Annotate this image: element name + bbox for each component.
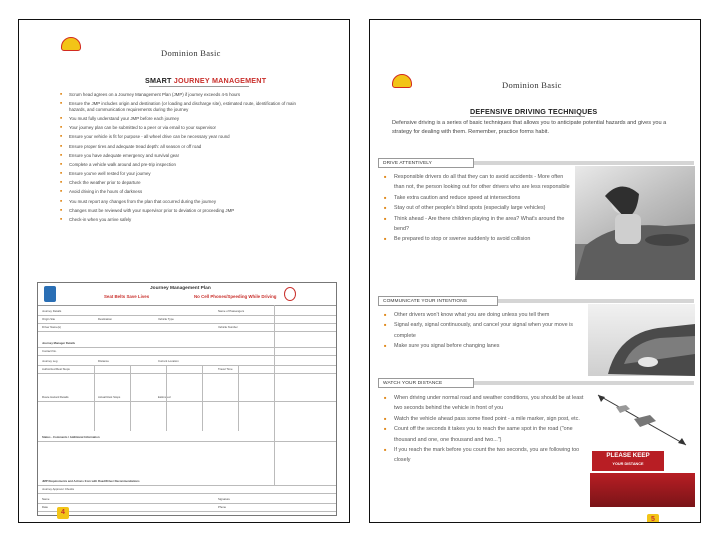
section-heading-communicate: COMMUNICATE YOUR INTENTIONS: [378, 296, 498, 306]
keep-line-1: PLEASE KEEP: [606, 452, 650, 459]
form-field-label: Origin Site: [42, 317, 56, 321]
form-row-rule: [38, 441, 336, 442]
form-row-rule: [38, 347, 336, 348]
journey-item: ■ You must fully understand your JMP before each journey: [59, 116, 299, 122]
distance-diagram: [590, 387, 695, 507]
form-logo-icon: [44, 286, 56, 302]
page-title: [145, 76, 266, 85]
form-field-label: Contact No.: [42, 349, 57, 353]
form-field-label: Vehicle Type: [158, 317, 174, 321]
bullet-item: ■ Think ahead - Are there children playing in the area? What's around the bend?: [382, 214, 572, 235]
brand-name: Dominion Basic: [502, 80, 562, 90]
shell-logo-icon: [61, 37, 81, 51]
watch-distance-list: [382, 393, 590, 466]
section-bar: [498, 299, 694, 303]
form-title: Journey Management Plan: [150, 286, 211, 291]
section-bar: [474, 161, 694, 165]
journey-item: ■ Complete a vehicle walk around and pre-trip inspection: [59, 162, 299, 168]
form-field-label: Distance: [98, 359, 109, 363]
journey-item: ■ Avoid driving in the hours of darkness: [59, 189, 299, 195]
journey-item: ■ Changes must be reviewed with your supervisor prior to deviation or proceeding JMP: [59, 208, 299, 214]
bullet-item: ■ When driving under normal road and weather conditions, you should be at least two seconds behind the vehicle in front of you: [382, 393, 590, 414]
form-column-rule: [238, 365, 239, 431]
title-highlight: JOURNEY MANAGEMENT: [173, 76, 267, 85]
keep-line-2: YOUR DISTANCE: [612, 462, 644, 466]
bullet-item: ■ Be prepared to stop or swerve suddenly to avoid collision: [382, 234, 572, 244]
keep-distance-banner: [592, 451, 664, 471]
journey-item: ■ Ensure you've well rested for your journey: [59, 171, 299, 177]
section-heading-drive-attentively: DRIVE ATTENTIVELY: [378, 158, 474, 168]
section-heading-watch-distance: WATCH YOUR DISTANCE: [378, 378, 474, 388]
form-field-label: JMP Requirements and Actions from with Road/Driver Recommendations: [42, 479, 140, 483]
form-field-label: Actual Rest Stops: [98, 395, 121, 399]
brand-name: Dominion Basic: [161, 48, 221, 58]
form-field-label: Name of Passengers: [218, 309, 245, 313]
form-column-rule: [202, 365, 203, 431]
journey-item: ■ Check-in when you arrive safely: [59, 217, 299, 223]
journey-item: ■ You must report any changes from the plan that occurred during the journey: [59, 199, 299, 205]
journey-item: ■ Check the weather prior to departure: [59, 180, 299, 186]
bullet-item: ■ Take extra caution and reduce speed at intersections: [382, 193, 572, 203]
journey-item: ■ Your journey plan can be submitted to a peer or via email to your supervisor: [59, 125, 299, 131]
form-column-rule: [130, 365, 131, 431]
form-row-rule: [38, 493, 336, 494]
form-header: [38, 283, 336, 306]
bullet-item: ■ If you reach the mark before you count the two seconds, you are following too closely: [382, 445, 590, 466]
form-field-label: Destination: [98, 317, 112, 321]
form-field-label: Journey Manager Details: [42, 341, 76, 345]
form-row-rule: [38, 315, 336, 316]
form-field-label: Date: [42, 505, 48, 509]
form-row-rule: [38, 401, 336, 402]
journey-item: ■ Ensure proper tires and adequate tread depth: all season or off road: [59, 144, 299, 150]
form-row-rule: [38, 485, 336, 486]
form-field-label: Route Hazard Details: [42, 395, 69, 399]
journey-item: ■ Scrum head agrees on a Journey Management Plan (JMP) if journey exceeds 4-5 hours: [59, 92, 299, 98]
page-title: DEFENSIVE DRIVING TECHNIQUES: [470, 107, 598, 116]
form-field-label: Current Location: [158, 359, 179, 363]
bullet-item: ■ Other drivers won't know what you are doing unless you tell them: [382, 310, 587, 320]
form-row-rule: [38, 331, 336, 332]
form-field-label: Travel Time: [218, 367, 233, 371]
form-field-label: Journey Approver Checks: [42, 487, 75, 491]
intro-paragraph: Defensive driving is a series of basic techniques that allows you to anticipate potential hazards and gives you a strategy for dealing with them. Remember, practice forms habit.: [392, 120, 667, 135]
drive-attentively-list: [382, 172, 572, 245]
red-band: [590, 473, 695, 507]
form-field-label: Driver Name(s): [42, 325, 61, 329]
form-row-rule: [38, 355, 336, 356]
driver-photo: [575, 166, 695, 280]
form-row-rule: [38, 373, 336, 374]
left-page: [18, 19, 350, 523]
form-field-label: Estimated: [158, 395, 171, 399]
bullet-item: ■ Responsible drivers do all that they can to avoid accidents - More often than not, the person looking out for other drivers who are less responsible: [382, 172, 572, 193]
section-bar: [474, 381, 694, 385]
shell-badge-icon: [284, 287, 296, 301]
page-number: 4: [57, 507, 69, 519]
journey-bullet-list: [59, 92, 299, 226]
communicate-list: [382, 310, 587, 352]
form-slogan-left: Seat Belts Save Lives: [104, 294, 150, 299]
form-field-label: Status - Comments / Additional Information: [42, 435, 100, 439]
title-rule: [149, 86, 249, 87]
title-rule: [470, 116, 585, 117]
form-row-rule: [38, 503, 336, 504]
bullet-item: ■ Watch the vehicle ahead pass some fixed point - a mile marker, sign post, etc.: [382, 414, 590, 424]
bullet-item: ■ Count off the seconds it takes you to reach the same spot in the road ("one thousand and one, one thousand and two..."): [382, 424, 590, 445]
car-illustration: [588, 304, 695, 376]
journey-item: ■ Ensure you have adequate emergency and survival gear: [59, 153, 299, 159]
journey-management-plan-form: [37, 282, 337, 516]
form-slogan-right: No Cell Phones/Speeding While Driving: [194, 294, 277, 299]
form-field-label: Phone: [218, 505, 227, 509]
form-field-label: Name: [42, 497, 50, 501]
car-signal-photo: [588, 304, 695, 376]
page-number: 5: [647, 514, 659, 523]
bullet-item: ■ Stay out of other people's blind spots (especially large vehicles): [382, 203, 572, 213]
form-row-rule: [38, 511, 336, 512]
journey-item: ■ Ensure your vehicle is fit for purpose - all wheel drive can be necessary year round: [59, 134, 299, 140]
form-field-label: Journey Leg: [42, 359, 58, 363]
form-column-rule: [94, 365, 95, 431]
form-field-label: Authorized Rest Stops: [42, 367, 70, 371]
shell-logo-icon: [392, 74, 412, 88]
form-field-label: Signature: [218, 497, 230, 501]
form-row-rule: [38, 323, 336, 324]
driver-illustration: [575, 166, 695, 280]
form-row-rule: [38, 365, 336, 366]
form-column-rule: [166, 365, 167, 431]
form-field-label: Vehicle Number: [218, 325, 238, 329]
form-field-label: Journey Details: [42, 309, 62, 313]
title-prefix: SMART: [145, 76, 172, 85]
journey-item: ■ Ensure the JMP includes origin and destination (or loading and discharge site), estimated route, identification of main hazards, and communication requirements during the journey: [59, 101, 299, 112]
bullet-item: ■ Signal early, signal continuously, and cancel your signal when your move is complete: [382, 320, 587, 341]
right-page: [369, 19, 701, 523]
form-side-rule: [274, 305, 275, 485]
bullet-item: ■ Make sure you signal before changing lanes: [382, 341, 587, 351]
